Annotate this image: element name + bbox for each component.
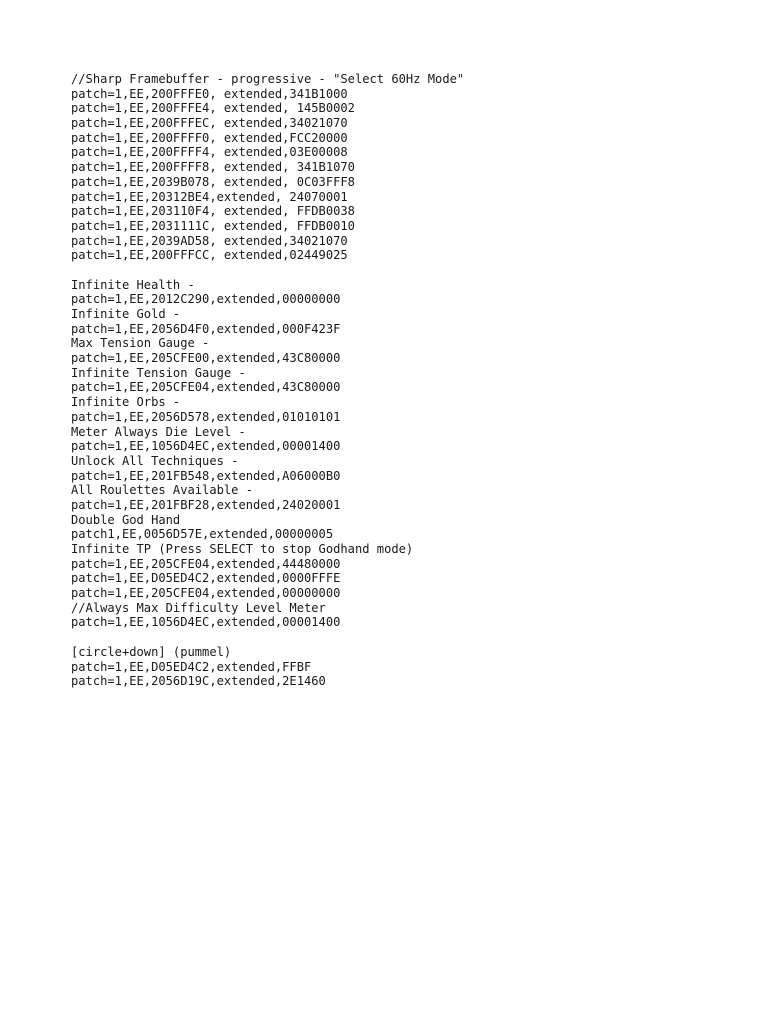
text-line: patch1,EE,0056D57E,extended,00000005 — [71, 527, 334, 542]
text-line: Infinite Tension Gauge - — [71, 365, 246, 380]
text-line: patch=1,EE,2056D578,extended,01010101 — [71, 409, 341, 424]
text-line: Max Tension Gauge - — [71, 336, 210, 351]
text-line: patch=1,EE,200FFFF0, extended,FCC20000 — [71, 130, 348, 145]
text-line — [71, 630, 464, 645]
text-line: patch=1,EE,2039AD58, extended,34021070 — [71, 233, 348, 248]
text-line: patch=1,EE,2039B078, extended, 0C03FFF8 — [71, 174, 355, 189]
text-line: [circle+down] (pummel) — [71, 644, 232, 659]
text-line: Infinite Health - — [71, 277, 195, 292]
text-line: patch=1,EE,2012C290,extended,00000000 — [71, 292, 341, 307]
text-line: patch=1,EE,201FB548,extended,A06000B0 — [71, 468, 341, 483]
text-line: patch=1,EE,200FFFCC, extended,02449025 — [71, 248, 348, 263]
text-line: //Sharp Framebuffer - progressive - "Select 60Hz Mode" — [71, 72, 465, 86]
text-line: patch=1,EE,2056D19C,extended,2E1460 — [71, 674, 326, 689]
text-line: patch=1,EE,203110F4, extended, FFDB0038 — [71, 204, 355, 219]
text-line — [71, 263, 464, 278]
text-line: patch=1,EE,205CFE04,extended,43C80000 — [71, 380, 341, 395]
text-line: patch=1,EE,200FFFE4, extended, 145B0002 — [71, 101, 355, 116]
text-line: Unlock All Techniques - — [71, 453, 239, 468]
text-line: patch=1,EE,200FFFEC, extended,34021070 — [71, 116, 348, 131]
text-line: Infinite Orbs - — [71, 395, 181, 410]
text-line: patch=1,EE,D05ED4C2,extended,0000FFFE — [71, 571, 341, 586]
text-line: patch=1,EE,2031111C, extended, FFDB0010 — [71, 218, 355, 233]
text-line: patch=1,EE,2056D4F0,extended,000F423F — [71, 321, 341, 336]
text-line: //Always Max Difficulty Level Meter — [71, 600, 326, 615]
text-line: patch=1,EE,205CFE04,extended,44480000 — [71, 556, 341, 571]
text-line: patch=1,EE,200FFFF4, extended,03E00008 — [71, 145, 348, 160]
text-line: Infinite Gold - — [71, 307, 181, 321]
text-line: patch=1,EE,200FFFF8, extended, 341B1070 — [71, 160, 355, 175]
text-line: patch=1,EE,201FBF28,extended,24020001 — [71, 497, 341, 512]
text-line: Infinite TP (Press SELECT to stop Godhand mode) — [71, 542, 414, 556]
text-line: patch=1,EE,1056D4EC,extended,00001400 — [71, 615, 341, 630]
text-line: patch=1,EE,205CFE04,extended,00000000 — [71, 586, 341, 601]
text-line: patch=1,EE,20312BE4,extended, 24070001 — [71, 189, 348, 204]
text-line: patch=1,EE,D05ED4C2,extended,FFBF — [71, 659, 312, 674]
text-line: patch=1,EE,200FFFE0, extended,341B1000 — [71, 86, 348, 101]
cheat-code-text — [71, 72, 464, 689]
text-line: patch=1,EE,205CFE00,extended,43C80000 — [71, 351, 341, 366]
text-line: Meter Always Die Level - — [71, 424, 246, 439]
text-line: Double God Hand — [71, 512, 181, 527]
text-line: All Roulettes Available - — [71, 483, 254, 498]
text-line: patch=1,EE,1056D4EC,extended,00001400 — [71, 439, 341, 454]
